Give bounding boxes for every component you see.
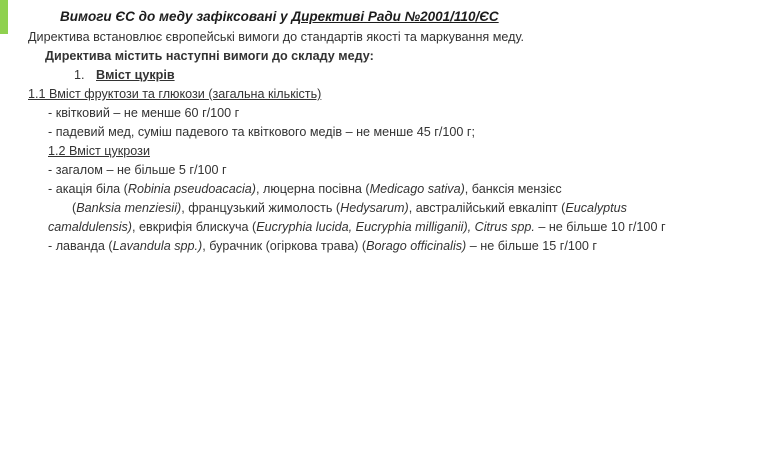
intro-paragraph: Директива встановлює європейські вимоги до стандартів якості та маркування меду. xyxy=(28,30,524,44)
bullet-banksia-latin-6: , Citrus spp. xyxy=(467,220,535,234)
bullet-acacia-part-a: - акація біла ( xyxy=(48,182,128,196)
bullet-acacia-part-c: , банксія мензієс xyxy=(464,182,562,196)
section-1-1-heading xyxy=(28,85,759,104)
bullet-banksia-part-d: , евкрифія блискуча ( xyxy=(132,220,257,234)
bullet-floral-honey: - квітковий – не менше 60 г/100 г xyxy=(48,106,240,120)
bullet-acacia-species xyxy=(28,180,759,199)
bullet-acacia-latin-2: Medicago sativa) xyxy=(369,182,465,196)
bullet-lavender-part-a: - лаванда ( xyxy=(48,239,113,253)
bullet-lavender-part-b: , бурачник (огіркова трава) ( xyxy=(202,239,367,253)
bullet-banksia-part-a: ( xyxy=(72,201,77,215)
bullet-banksia-species xyxy=(28,199,759,237)
bullet-lavender-part-c: – не більше 15 г/100 г xyxy=(466,239,597,253)
directive-link[interactable]: Директиві Ради №2001/110/ЄС xyxy=(291,9,499,24)
bullet-honeydew-honey: - падевий мед, суміш падевого та квіткового медів – не менше 45 г/100 г; xyxy=(48,125,475,139)
section-1-2-heading xyxy=(28,142,759,161)
callout-prefix: Вимоги ЄС до меду зафіксовані у xyxy=(60,9,292,24)
bullet-sucrose-general: - загалом – не більше 5 г/100 г xyxy=(48,163,227,177)
bullet-acacia-latin-1: Robinia pseudoacacia) xyxy=(127,182,256,196)
bullet-banksia-latin-5: Eucryphia lucida, Eucryphia milliganii) xyxy=(256,220,468,234)
bullet-banksia-part-c: , австралійський евкаліпт ( xyxy=(408,201,566,215)
bullet-banksia-line-2 xyxy=(48,218,759,237)
bullet-lavender-latin-2: Borago officinalis) xyxy=(366,239,467,253)
bullet-lavender-latin-1: Lavandula spp.) xyxy=(112,239,203,253)
section-1-2-text: 1.2 Вміст цукрози xyxy=(48,144,150,158)
bullet-banksia-latin-4: camaldulensis) xyxy=(48,220,132,234)
bullet-banksia-latin-1: Banksia menziesii) xyxy=(76,201,182,215)
list-item-sugar-content xyxy=(28,66,759,85)
bullet-banksia-part-e: – не більше 10 г/100 г xyxy=(534,220,666,234)
bullet-banksia-part-b: , французький жимолость ( xyxy=(181,201,341,215)
bullet-acacia-part-b: , люцерна посівна ( xyxy=(256,182,370,196)
bullet-lavender-species xyxy=(28,237,759,256)
list-item-label: Вміст цукрів xyxy=(96,68,175,82)
bullet-banksia-latin-3: Eucalyptus xyxy=(565,201,627,215)
bullet-banksia-latin-2: Hedysarum) xyxy=(340,201,409,215)
callout-heading xyxy=(28,0,759,28)
section-1-1-text: 1.1 Вміст фруктози та глюкози (загальна кількість) xyxy=(28,87,322,101)
requirements-subheading: Директива містить наступні вимоги до складу меду: xyxy=(45,49,374,63)
list-item-number: 1. xyxy=(74,68,85,82)
